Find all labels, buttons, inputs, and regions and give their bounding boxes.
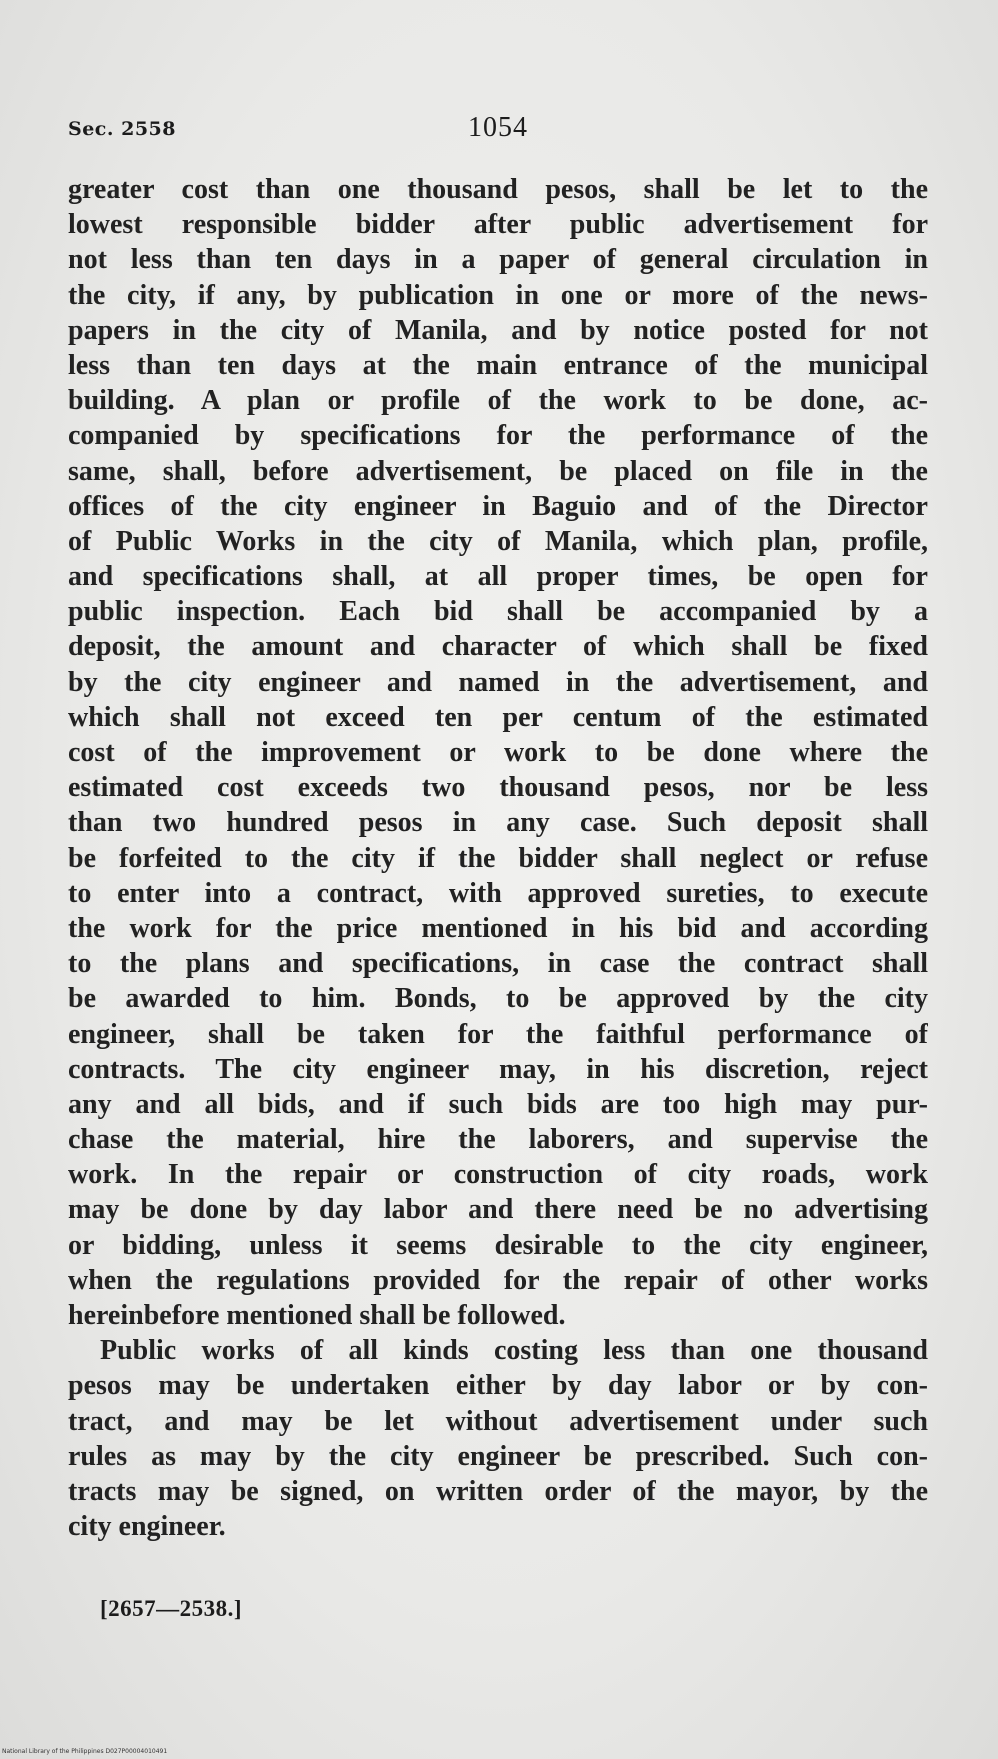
text-line: rules as may by the city engineer be prescribed. Such con- [68, 1440, 928, 1472]
text-line: when the regulations provided for the repair of other works [68, 1264, 928, 1296]
text-line: to the plans and specifications, in case the contract shall [68, 948, 928, 980]
text-line: by the city engineer and named in the advertisement, and [68, 666, 928, 698]
text-line: or bidding, unless it seems desirable to the city engineer, [68, 1229, 928, 1261]
text-line: Public works of all kinds costing less than one thousand [100, 1335, 928, 1367]
text-line: the work for the price mentioned in his bid and according [68, 912, 928, 944]
text-line: deposit, the amount and character of which shall be fixed [68, 631, 928, 663]
citation: [2657—2538.] [100, 1596, 243, 1621]
text-line: work. In the repair or construction of city roads, work [68, 1159, 928, 1191]
text-line: be forfeited to the city if the bidder shall neglect or refuse [68, 842, 928, 874]
footer-note: National Library of the Philippines D027P00004010491 [2, 1748, 168, 1755]
text-line: city engineer. [68, 1511, 226, 1543]
text-line: engineer, shall be taken for the faithful performance of [68, 1018, 928, 1050]
text-line: not less than ten days in a paper of general circulation in [68, 244, 928, 276]
text-line: companied by specifications for the performance of the [68, 420, 928, 452]
text-line: be awarded to him. Bonds, to be approved by the city [68, 983, 928, 1015]
text-line: than two hundred pesos in any case. Such deposit shall [68, 807, 928, 839]
text-line: hereinbefore mentioned shall be followed. [68, 1300, 566, 1331]
text-line: may be done by day labor and there need be no advertising [68, 1194, 928, 1226]
text-line: papers in the city of Manila, and by notice posted for not [68, 314, 928, 346]
text-line: offices of the city engineer in Baguio and of the Director [68, 490, 928, 522]
body-text [68, 172, 928, 1544]
text-line: less than ten days at the main entrance of the municipal [68, 349, 928, 381]
text-line: public inspection. Each bid shall be accompanied by a [68, 596, 928, 628]
text-line: any and all bids, and if such bids are too high may pur- [68, 1088, 928, 1120]
text-line: pesos may be undertaken either by day labor or by con- [68, 1370, 928, 1402]
text-line: tract, and may be let without advertisement under such [68, 1405, 928, 1437]
text-line: contracts. The city engineer may, in his discretion, reject [68, 1053, 928, 1085]
text-line: greater cost than one thousand pesos, shall be let to the [68, 174, 928, 205]
text-line: estimated cost exceeds two thousand pesos, nor be less [68, 772, 928, 804]
page-number: 1054 [468, 112, 528, 143]
text-line: chase the material, hire the laborers, and supervise the [68, 1124, 928, 1156]
page-header [68, 112, 928, 152]
text-line: cost of the improvement or work to be done where the [68, 737, 928, 768]
text-line: to enter into a contract, with approved sureties, to execute [68, 877, 928, 909]
section-label: Sec. 2558 [68, 118, 176, 140]
paragraph-2 [68, 1333, 928, 1544]
paragraph-1 [68, 172, 928, 1333]
text-line: same, shall, before advertisement, be placed on file in the [68, 455, 928, 487]
text-line: tracts may be signed, on written order of the mayor, by the [68, 1475, 928, 1507]
text-line: the city, if any, by publication in one or more of the news- [68, 279, 928, 311]
text-line: building. A plan or profile of the work to be done, ac- [68, 385, 928, 417]
text-line: which shall not exceed ten per centum of the estimated [68, 701, 928, 733]
text-line: and specifications shall, at all proper times, be open for [68, 561, 928, 593]
text-line: of Public Works in the city of Manila, which plan, profile, [68, 525, 928, 557]
text-line: lowest responsible bidder after public advertisement for [68, 209, 928, 241]
